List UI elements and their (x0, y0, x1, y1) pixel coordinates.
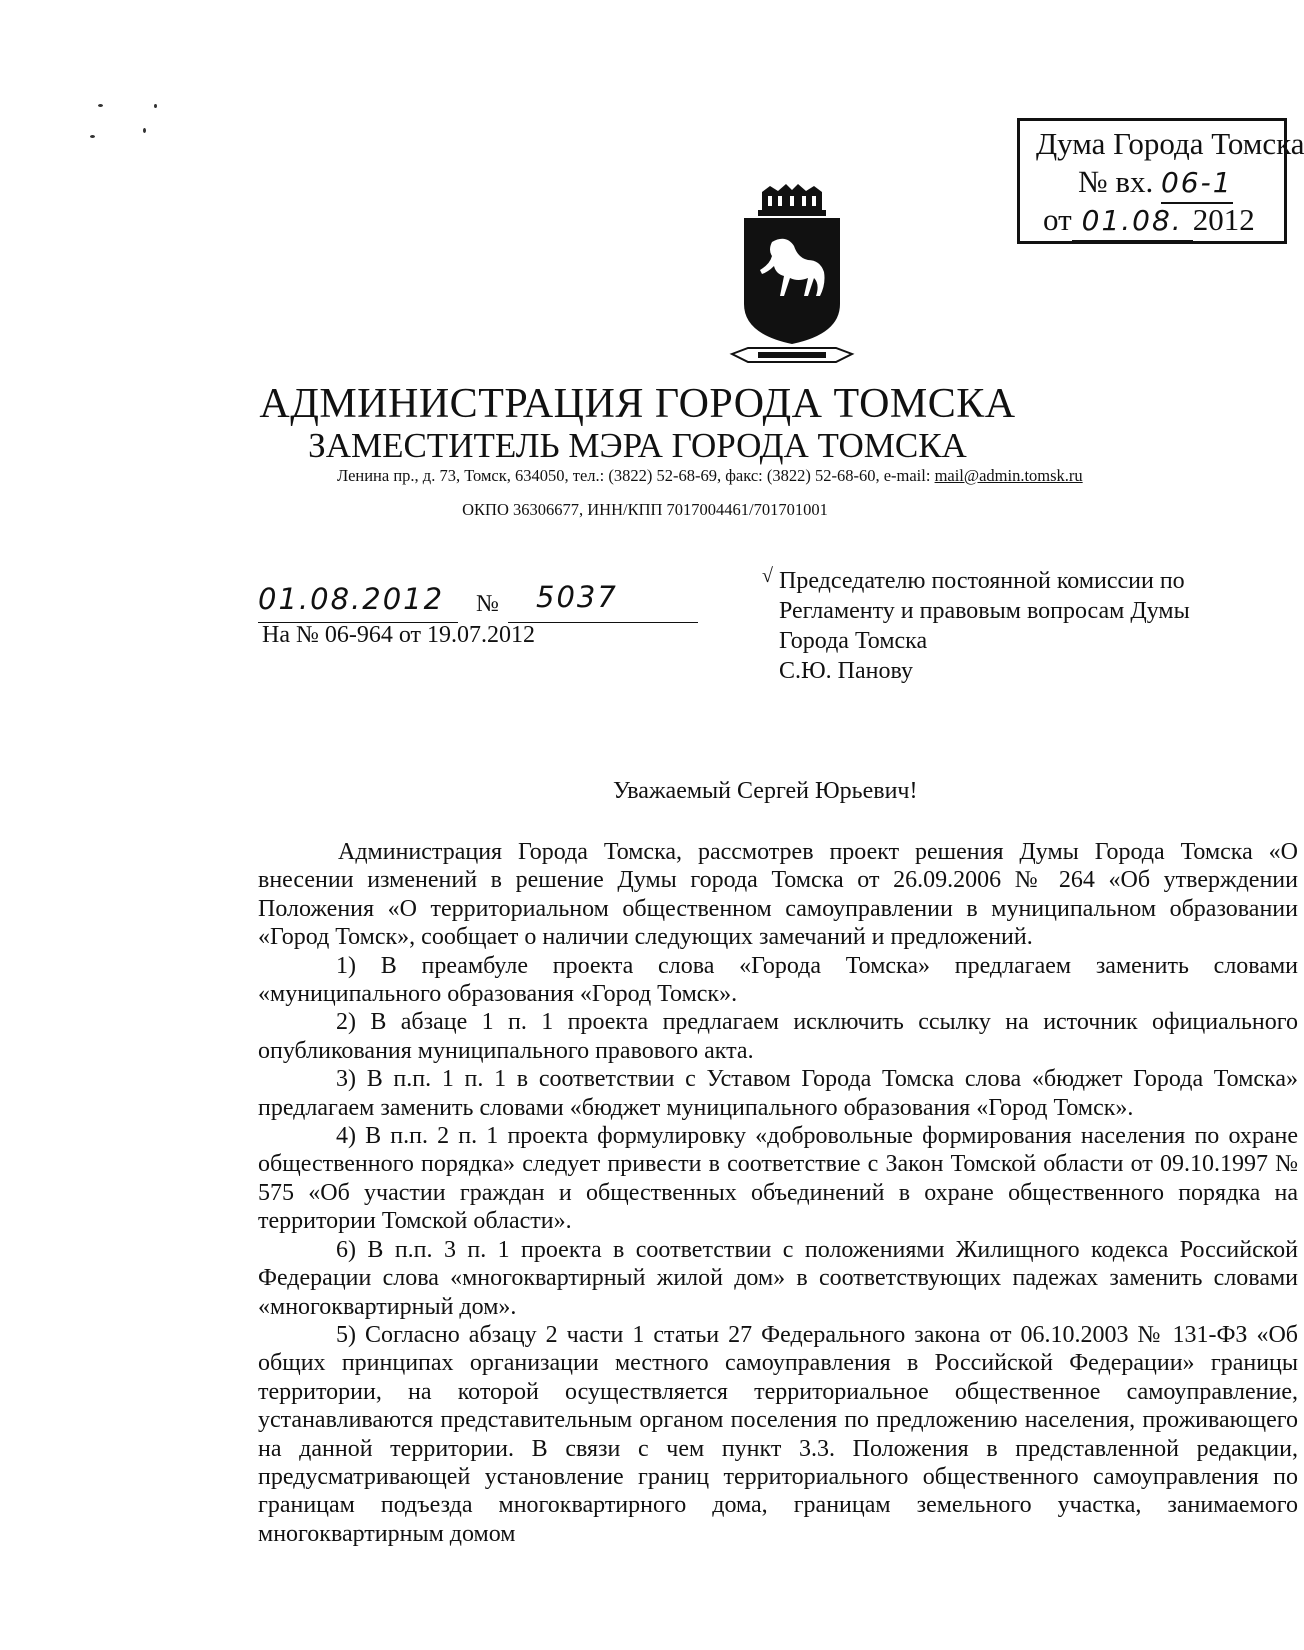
stamp-org: Дума Города Томска (1036, 126, 1304, 161)
body-item-4: 4) В п.п. 2 п. 1 проекта формулировку «добровольные формирования населения по охране общественного порядка» следует привести в соответствие с Закон Томской области от 09.10.1997 № 575 «Об участии граждан и общественных объединений в охране общественного порядка на территории Томской области». (258, 1123, 1298, 1235)
stamp-year: 2012 (1192, 202, 1255, 237)
address-line (337, 466, 1083, 486)
email-link[interactable]: mail@admin.tomsk.ru (934, 466, 1083, 485)
stamp-incoming-blank (1161, 163, 1233, 204)
body-item-6: 6) В п.п. 3 п. 1 проекта в соответствии с положениями Жилищного кодекса Российской Федерации слова «многоквартирный жилой дом» в соответствующих падежах заменить словами «многоквартирный дом». (258, 1236, 1298, 1320)
stamp-incoming-number: 06-1 (1160, 166, 1233, 199)
address-text: Ленина пр., д. 73, Томск, 634050, тел.: (3822) 52-68-69, факс: (3822) 52-68-60, e-mail: (337, 466, 935, 485)
check-mark-icon: √ (762, 565, 773, 587)
scan-speck (143, 128, 146, 133)
salutation: Уважаемый Сергей Юрьевич! (613, 778, 918, 804)
body-item-5: 5) Согласно абзацу 2 части 1 статьи 27 Федерального закона от 06.10.2003 № 131-ФЗ «Об общих принципах организации местного самоуправления в Российской Федерации» границы территории, на которой осуществляется территориальное общественное самоуправление, устанавливаются представительным органом поселения по предложению населения, проживающего на данной территории. В связи с чем пункт 3.3. Положения в представленной редакции, предусматривающей установление границ территориального общественного самоуправления по границам подъезда многоквартирного дома, границам земельного участка, занимаемого многоквартирным домом (258, 1321, 1298, 1547)
body-paragraph-intro: Администрация Города Томска, рассмотрев проект решения Думы Города Томска «О внесении изменений в решение Думы города Томска от 26.09.2006 № 264 «Об утверждении Положения «О территориальном общественном самоуправлении в муниципальном образовании «Город Томск», сообщает о наличии следующих замечаний и предложений. (258, 839, 1298, 951)
letter-date: 01.08.2012 (258, 582, 445, 616)
registration-stamp (1017, 118, 1304, 244)
body-item-1: 1) В преамбуле проекта слова «Города Томска» предлагаем заменить словами «муниципального образования «Город Томск». (258, 952, 1298, 1008)
position-title: ЗАМЕСТИТЕЛЬ МЭРА ГОРОДА ТОМСКА (308, 426, 967, 465)
letter-number: 5037 (536, 580, 618, 614)
stamp-date-value: 01.08. (1081, 204, 1183, 237)
addressee-name: С.Ю. Панову (779, 658, 914, 684)
stamp-date-blank (1072, 201, 1193, 242)
body-item-2: 2) В абзаце 1 п. 1 проекта предлагаем исключить ссылку на источник официального опубликования муниципального правового акта. (258, 1009, 1298, 1064)
stamp-date-label: от (1043, 202, 1072, 237)
stamp-incoming-label: № вх. (1078, 164, 1154, 199)
org-title: АДМИНИСТРАЦИЯ ГОРОДА ТОМСКА (259, 381, 1016, 427)
reply-reference: На № 06-964 от 19.07.2012 (262, 622, 536, 648)
number-label: № (476, 591, 499, 617)
stamp-incoming-line (1078, 163, 1233, 204)
addressee-line: Города Томска (779, 628, 928, 654)
scan-speck (98, 104, 103, 107)
scan-speck (154, 104, 157, 108)
addressee-line: Председателю постоянной комиссии по (779, 568, 1185, 594)
body-item-3: 3) В п.п. 1 п. 1 в соответствии с Уставом Города Томска слова «бюджет Города Томска» предлагаем заменить словами «бюджет муниципального образования «Город Томск». (258, 1066, 1298, 1121)
letter-body (258, 838, 1298, 1548)
scan-speck (90, 135, 95, 138)
stamp-date-line (1043, 201, 1255, 242)
tomsk-coat-of-arms-icon (728, 184, 856, 376)
addressee-line: Регламенту и правовым вопросам Думы (779, 598, 1190, 624)
addressee-block (779, 566, 1190, 686)
org-codes: ОКПО 36306677, ИНН/КПП 7017004461/701701001 (462, 500, 828, 519)
